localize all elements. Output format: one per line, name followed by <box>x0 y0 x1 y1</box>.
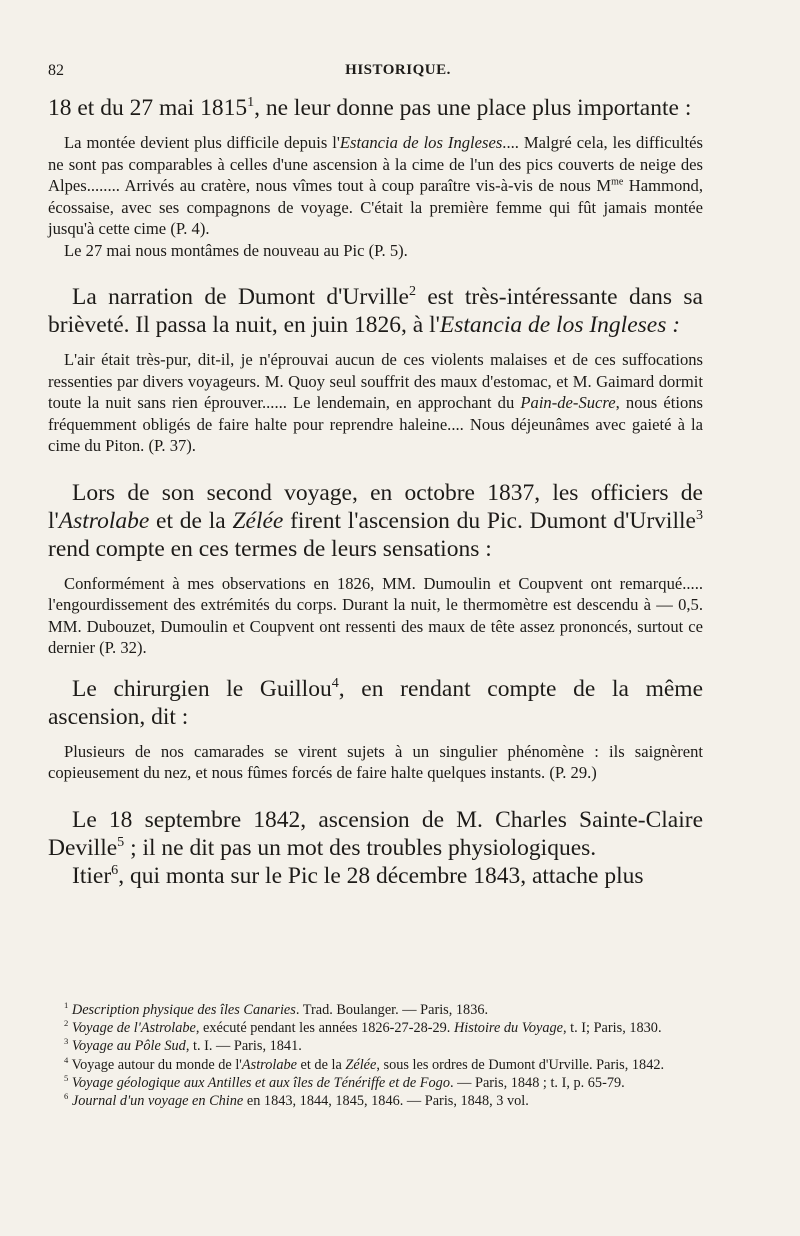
body-paragraph: Le 18 septembre 1842, ascension de M. Charles Sainte-Claire Deville$^5$ ; il ne dit pas un mot des troubles physiologiques. <box>48 806 703 861</box>
page-header <box>48 62 748 84</box>
main-text <box>48 94 703 890</box>
page-number: 82 <box>48 62 64 79</box>
footnote-1: $^1$ Description physique des îles Canaries. Trad. Boulanger. — Paris, 1836. <box>64 1000 489 1018</box>
body-paragraph: Le chirurgien le Guillou$^4$, en rendant compte de la même ascension, dit : <box>48 674 703 730</box>
quoted-passage: Plusieurs de nos camarades se virent sujets à un singulier phénomène : ils saignèrent copieusement du nez, et nous fûmes forcés de faire halte quelques instants. (P. 29.) <box>48 741 703 782</box>
quoted-passage: L'air était très-pur, dit-il, je n'éprouvai aucun de ces violents malaises et de ces suffocations ressenties par divers voyageurs. M. Quoy seul souffrit des maux d'estomac, et M. Gaimard dormit toute la nuit sans rien éprouver...... Le lendemain, en approchant du Pain-de-Sucre, nous étions fréquemment obligés de faire halte pour reprendre haleine.... Nous déjeunâmes avec gaieté à la cime du Piton. (P. 37). <box>48 350 704 455</box>
paragraph-gap <box>48 261 703 283</box>
footnote-3: $^3$ Voyage au Pôle Sud, t. I. — Paris, 1841. <box>64 1036 302 1055</box>
body-paragraph: 18 et du 27 mai 1815$^1$, ne leur donne pas une place plus importante : <box>48 94 692 121</box>
paragraph-gap <box>48 339 703 349</box>
body-paragraph: La narration de Dumont d'Urville$^2$ est très-intéressante dans sa brièveté. Il passa la nuit, en juin 1826, à l'Estancia de los Ingleses : <box>48 283 703 338</box>
body-paragraph: Itier$^6$, qui monta sur le Pic le 28 décembre 1843, attache plus <box>72 861 644 889</box>
body-paragraph: Lors de son second voyage, en octobre 1837, les officiers de l'Astrolabe et de la Zélée firent l'ascension du Pic. Dumont d'Urville$^3$ rend compte en ces termes de leurs sensations : <box>48 479 703 562</box>
quoted-passage: Le 27 mai nous montâmes de nouveau au Pic (P. 5). <box>64 240 408 260</box>
footnote-5: $^5$ Voyage géologique aux Antilles et aux îles de Ténériffe et de Fogo. — Paris, 1848 ; t. I, p. 65-79. <box>64 1073 625 1091</box>
footnote-4: $^4$ Voyage autour du monde de l'Astrolabe et de la Zélée, sous les ordres de Dumont d'Urville. Paris, 1842. <box>64 1054 665 1073</box>
running-title: HISTORIQUE. <box>345 62 451 78</box>
footnote-2: $^2$ Voyage de l'Astrolabe, exécuté pendant les années 1826-27-28-29. Histoire du Voyage, t. I; Paris, 1830. <box>64 1018 662 1037</box>
paragraph-gap <box>48 122 703 132</box>
footnotes <box>48 1001 703 1110</box>
paragraph-gap <box>48 457 703 479</box>
footnote-6: $^6$ Journal d'un voyage en Chine en 1843, 1844, 1845, 1846. — Paris, 1848, 3 vol. <box>64 1091 529 1110</box>
quoted-passage: Conformément à mes observations en 1826, MM. Dumoulin et Coupvent ont remarqué..... l'engourdissement des extrémités du corps. Durant la nuit, le thermomètre est descendu à — 0,5. MM. Dubouzet, Dumoulin et Coupvent ont ressenti des maux de tête assez prononcés, surtout ce dernier (P. 32). <box>48 573 703 657</box>
paragraph-gap <box>48 563 703 573</box>
quoted-passage: La montée devient plus difficile depuis l'Estancia de los Ingleses.... Malgré cela, les difficultés ne sont pas comparables à celles d'une ascension à la cime de l'un des pics couverts de neige des Alpes........ Arrivés au cratère, nous vîmes tout à coup paraître vis-à-vis de nous $M^{me}$ Hammond, écossaise, avec ses compagnons de voyage. C'était la première femme qui fût jamais montée jusqu'à cette cime (P. 4). <box>48 133 703 238</box>
paragraph-gap <box>48 731 703 741</box>
paragraph-gap <box>48 784 703 806</box>
paragraph-gap <box>48 659 703 675</box>
